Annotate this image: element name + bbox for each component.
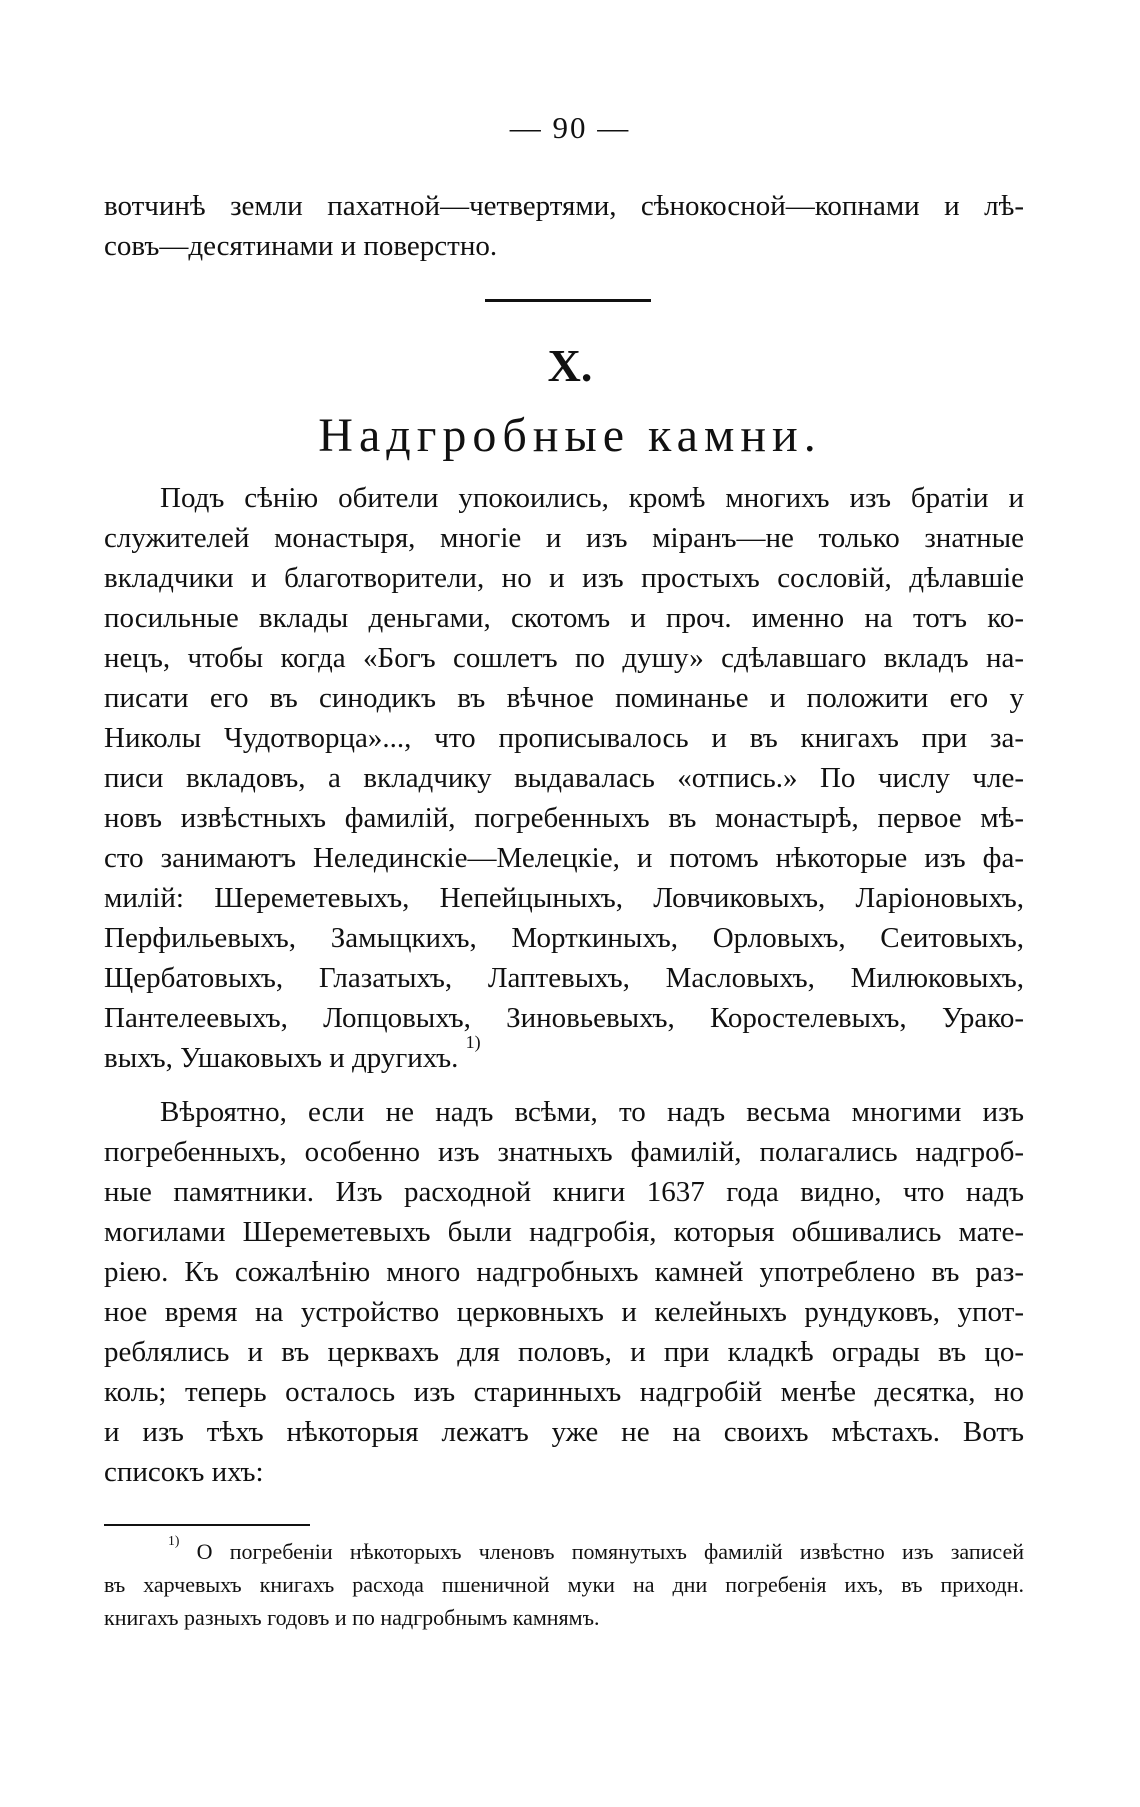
text-line: ное время на устройство церковныхъ и келейныхъ рундуковъ, упот- — [104, 1296, 1024, 1328]
text-line: Подъ сѣнію обители упокоились, кромѣ многихъ изъ братіи и — [160, 482, 1024, 514]
text-line: реблялись и въ церквахъ для половъ, и при кладкѣ ограды въ цо- — [104, 1336, 1024, 1368]
page-number: — 90 — — [509, 110, 631, 145]
footnote-divider — [104, 1524, 310, 1526]
text-line — [104, 1032, 1024, 1078]
text-line-content: выхъ, Ушаковыхъ и другихъ. — [104, 1042, 459, 1074]
text-line: нецъ, чтобы когда «Богъ сошлетъ по душу» сдѣлавшаго вкладъ на- — [104, 642, 1024, 674]
text-line: Николы Чудотворца»..., что прописывалось и въ книгахъ при за- — [104, 722, 1024, 754]
text-line: служителей монастыря, многіе и изъ міранъ—не только знатные — [104, 522, 1024, 554]
footnote — [104, 1532, 1024, 1634]
text-line: вотчинѣ земли пахатной—четвертями, сѣнокосной—копнами и лѣ- — [104, 190, 1024, 222]
section-divider — [485, 299, 651, 302]
text-line: посильные вклады деньгами, скотомъ и проч. именно на тотъ ко- — [104, 602, 1024, 634]
text-line: списокъ ихъ: — [104, 1456, 264, 1488]
text-line: ріею. Къ сожалѣнію много надгробныхъ камней употреблено въ раз- — [104, 1256, 1024, 1288]
text-line: совъ—десятинами и поверстно. — [104, 230, 498, 262]
text-line: вкладчики и благотворители, но и изъ простыхъ сословій, дѣлавшіе — [104, 562, 1024, 594]
section-number: X. — [547, 340, 593, 391]
text-line: новъ извѣстныхъ фамилій, погребенныхъ въ монастырѣ, первое мѣ- — [104, 802, 1024, 834]
text-line: ные памятники. Изъ расходной книги 1637 года видно, что надъ — [104, 1176, 1024, 1208]
text-line: писати его въ синодикъ въ вѣчное поминанье и положити его у — [104, 682, 1024, 714]
footnote-line — [104, 1532, 1024, 1568]
paragraph-2 — [104, 1092, 1024, 1492]
text-line: сто занимаютъ Нелединскіе—Мелецкіе, и потомъ нѣкоторые изъ фа- — [104, 842, 1024, 874]
text-line: погребенныхъ, особенно изъ знатныхъ фамилій, полагались надгроб- — [104, 1136, 1024, 1168]
text-line: милій: Шереметевыхъ, Непейцыныхъ, Ловчиковыхъ, Ларіоновыхъ, — [104, 882, 1024, 914]
text-line: могилами Шереметевыхъ были надгробія, которыя обшивались мате- — [104, 1216, 1024, 1248]
text-line: Щербатовыхъ, Глазатыхъ, Лаптевыхъ, Масловыхъ, Милюковыхъ, — [104, 962, 1024, 994]
footnote-mark: 1) — [168, 1532, 180, 1548]
section-title: Надгробные камни. — [318, 409, 822, 462]
text-line: Пантелеевыхъ, Лопцовыхъ, Зиновьевыхъ, Коростелевыхъ, Урако- — [104, 1002, 1024, 1034]
footnote-text: О погребеніи нѣкоторыхъ членовъ помянутыхъ фамилій извѣстно изъ записей — [196, 1539, 1024, 1564]
text-line: Вѣроятно, если не надъ всѣми, то надъ весьма многими изъ — [160, 1096, 1024, 1128]
text-line: и изъ тѣхъ нѣкоторыя лежатъ уже не на своихъ мѣстахъ. Вотъ — [104, 1416, 1024, 1448]
text-line: Перфильевыхъ, Замыцкихъ, Морткиныхъ, Орловыхъ, Сеитовыхъ, — [104, 922, 1024, 954]
footnote-line: книгахъ разныхъ годовъ и по надгробнымъ камнямъ. — [104, 1605, 600, 1630]
continued-text — [104, 186, 1024, 266]
footnote-line: въ харчевыхъ книгахъ расхода пшеничной муки на дни погребенія ихъ, въ приходн. — [104, 1572, 1024, 1597]
text-line: писи вкладовъ, а вкладчику выдавалась «отпись.» По числу чле- — [104, 762, 1024, 794]
footnote-reference: 1) — [465, 1032, 481, 1053]
text-line: коль; теперь осталось изъ старинныхъ надгробій менѣе десятка, но — [104, 1376, 1024, 1408]
paragraph-1 — [104, 478, 1024, 1078]
